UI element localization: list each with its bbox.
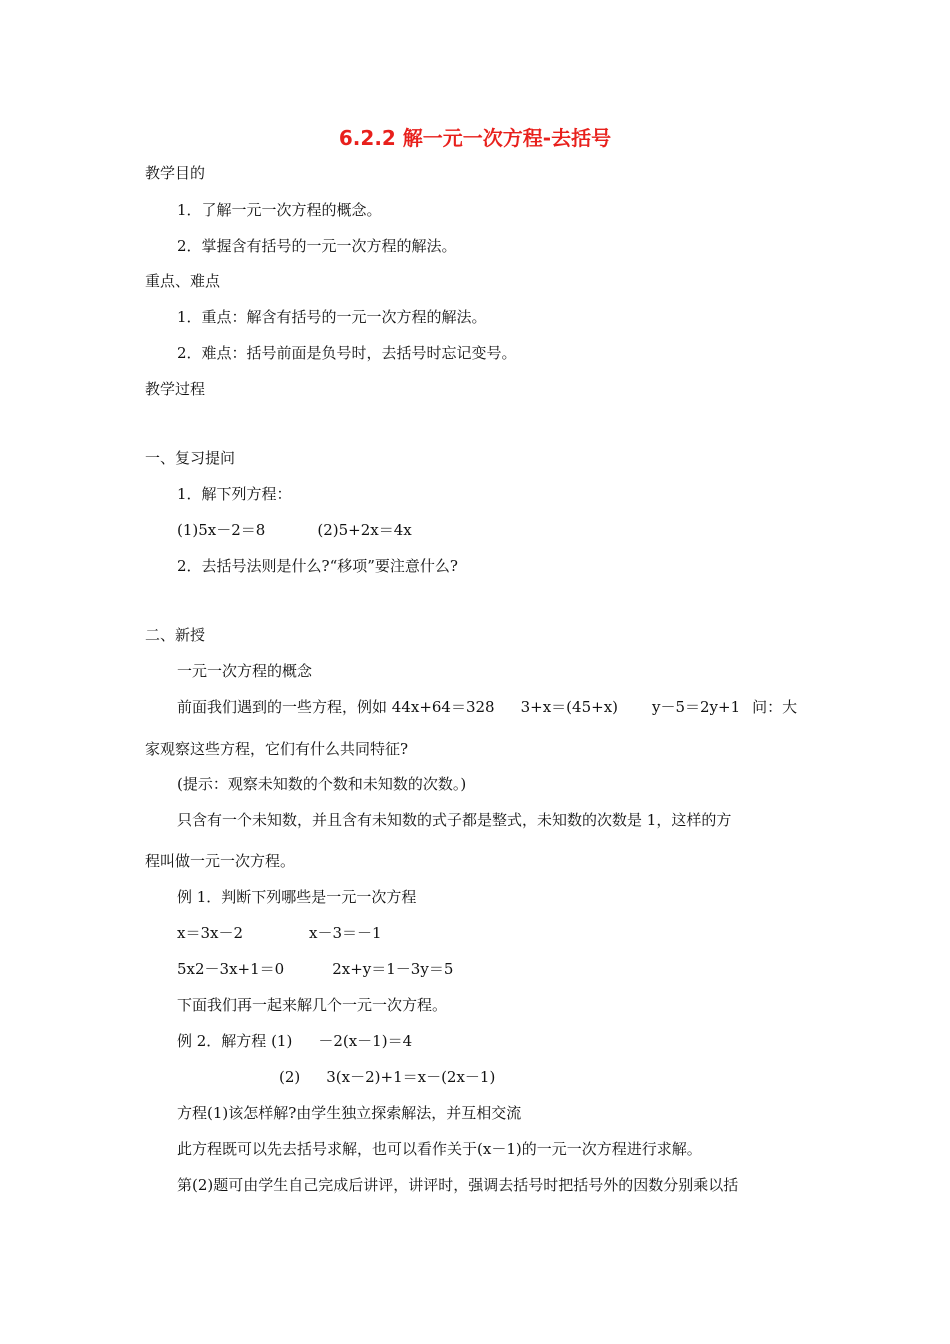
definition-line-1: 只含有一个未知数，并且含有未知数的式子都是整式，未知数的次数是 1，这样的方 [177, 811, 732, 829]
method-paragraph-3: 第(2)题可由学生自己完成后讲评，讲评时，强调去括号时把括号外的因数分别乘以括 [177, 1176, 739, 1194]
next-paragraph: 下面我们再一起来解几个一元一次方程。 [177, 996, 448, 1014]
section-new-lesson: 二、新授 [145, 626, 206, 644]
key-point-1: 1．重点：解含有括号的一元一次方程的解法。 [177, 308, 487, 326]
equation-b: (2)5+2x＝4x [317, 521, 412, 539]
equation-a: (1)5x－2＝8 [177, 521, 266, 539]
example-2-line-1: 例 2．解方程 (1) －2(x－1)＝4 [177, 1032, 413, 1050]
goal-item-2: 2．掌握含有括号的一元一次方程的解法。 [177, 237, 457, 255]
example-1-row-2: 5x2－3x+1＝0 2x+y＝1－3y＝5 [177, 960, 454, 978]
method-paragraph-1: 方程(1)该怎样解?由学生独立探索解法，并互相交流 [177, 1104, 522, 1122]
page-title: 6.2.2 解一元一次方程-去括号 [338, 126, 612, 150]
heading-key-points: 重点、难点 [145, 272, 221, 290]
method-paragraph-2: 此方程既可以先去括号求解，也可以看作关于(x－1)的一元一次方程进行求解。 [177, 1140, 702, 1158]
concept-heading: 一元一次方程的概念 [177, 662, 313, 680]
review-equations [177, 520, 412, 540]
review-question-2: 2．去括号法则是什么?“移项”要注意什么? [177, 557, 458, 575]
review-question-1: 1．解下列方程： [177, 485, 292, 503]
section-review: 一、复习提问 [145, 449, 236, 467]
paragraph-examples: 前面我们遇到的一些方程，例如 44x+64＝328 3+x＝(45+x) y－5＝2y+1 问：大 [177, 698, 798, 716]
example-2-line-2: (2) 3(x－2)+1＝x－(2x－1) [279, 1068, 496, 1086]
example-1-row-1: x＝3x－2 x－3＝－1 [177, 924, 382, 942]
paragraph-examples-cont: 家观察这些方程，它们有什么共同特征? [145, 740, 409, 758]
key-point-2: 2．难点：括号前面是负号时，去括号时忘记变号。 [177, 344, 517, 362]
example-1-heading: 例 1．判断下列哪些是一元一次方程 [177, 888, 417, 906]
heading-teaching-goal: 教学目的 [145, 164, 206, 182]
goal-item-1: 1．了解一元一次方程的概念。 [177, 201, 382, 219]
definition-line-2: 程叫做一元一次方程。 [145, 852, 296, 870]
heading-teaching-process: 教学过程 [145, 380, 206, 398]
hint: (提示：观察未知数的个数和未知数的次数。) [177, 775, 467, 793]
